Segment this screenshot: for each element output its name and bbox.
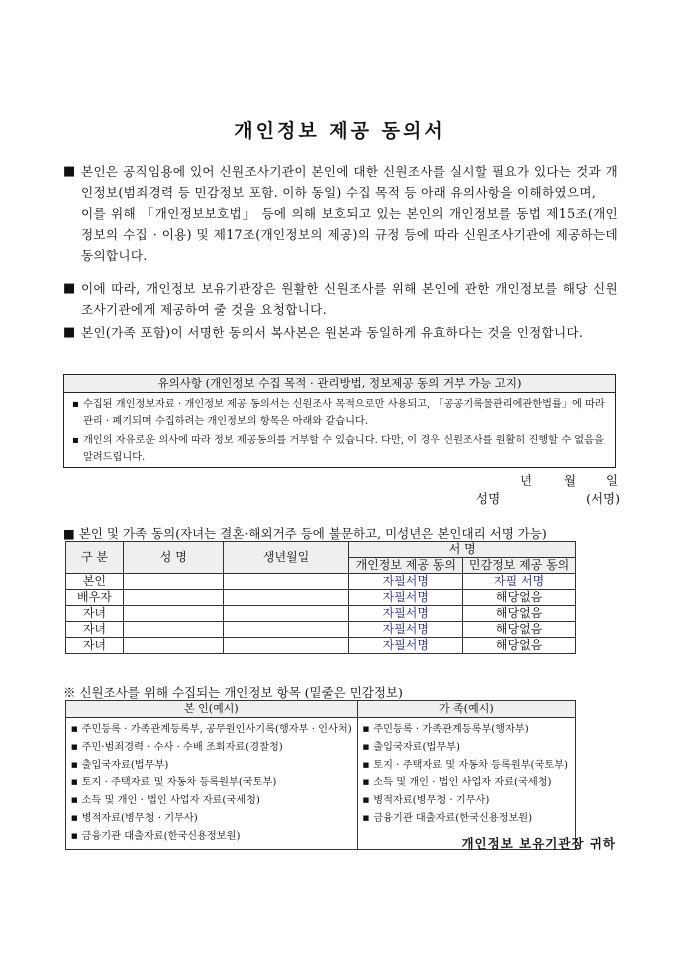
sensitive-consent-value: 해당없음 — [463, 622, 576, 638]
self-items-cell — [66, 718, 358, 850]
notice-item-text: 수집된 개인정보자료 · 개인정보 제공 동의서는 신원조사 목적으로만 사용되고, 「공공기록물관리에관한법률」에 따라 관리 · 폐기되며 수집하려는 개인정보의 항목은 아래와 같습니다. — [83, 399, 605, 427]
notice-list — [64, 393, 615, 466]
date-day-label: 일 — [606, 473, 619, 488]
list-item — [71, 828, 352, 846]
list-item-text: 소득 및 개인 · 법인 사업자 자료(국세청) — [373, 777, 552, 789]
list-item-text: 소득 및 개인 · 법인 사업자 자료(국세청) — [81, 795, 260, 807]
header-name: 성 명 — [123, 542, 223, 574]
sensitive-consent-value: 해당없음 — [463, 638, 576, 654]
sensitive-consent-value: 해당없음 — [463, 590, 576, 606]
date-year-label: 년 — [520, 473, 533, 488]
self-items-list — [67, 719, 356, 848]
list-item-text: 금융기관 대출자료(한국신용정보원) — [81, 830, 241, 842]
notice-item — [72, 432, 607, 466]
table-row — [66, 574, 576, 590]
notice-box — [63, 374, 616, 468]
family-table-title: ■ 본인 및 가족 동의(자녀는 결혼·해외거주 등에 불문하고, 미성년은 본인대리 서명 가능) — [63, 526, 547, 541]
bullet-icon: ■ — [71, 778, 78, 787]
list-item-text: 금융기관 대출자료(한국신용정보원) — [373, 812, 533, 824]
row-category: 본인 — [66, 574, 124, 590]
bullet-icon: ■ — [71, 725, 78, 733]
header-signature-group: 서 명 — [349, 542, 576, 558]
row-category: 배우자 — [66, 590, 124, 606]
bullet-icon: ■ — [362, 796, 370, 805]
sensitive-consent-value: 해당없음 — [463, 606, 576, 622]
signature-name-label: 성명 — [476, 491, 501, 506]
bullet-icon: ■ — [362, 742, 370, 751]
paragraph-2-text: 이에 따라, 개인정보 보유기관장은 원활한 신원조사를 위해 본인에 관한 개인정보를 해당 신원조사기관에게 제공하여 줄 것을 요청합니다. — [81, 281, 618, 317]
signature-suffix: (서명) — [586, 491, 620, 506]
items-section-title: ※ 신원조사를 위해 수집되는 개인정보 항목 (밑줄은 민감정보) — [63, 685, 403, 700]
list-item — [363, 757, 570, 775]
list-item-text: 출입국자료(법무부) — [81, 759, 169, 771]
personal-consent-signature[interactable]: 자필서명 — [349, 574, 463, 590]
bullet-square-icon: ■ — [63, 164, 76, 179]
bullet-icon: ■ — [71, 760, 78, 769]
row-category: 자녀 — [66, 638, 124, 654]
list-item — [71, 792, 352, 810]
list-item — [71, 739, 352, 757]
bullet-icon: ■ — [71, 742, 78, 751]
paragraph-1 — [63, 161, 618, 266]
list-item-text: 토지 · 주택자료 및 자동차 등록원부(국토부) — [373, 759, 568, 771]
paragraph-3-text: 본인(가족 포함)이 서명한 동의서 복사본은 원본과 동일하게 유효하다는 것을 인정합니다. — [81, 325, 584, 340]
name-cell[interactable] — [123, 638, 223, 654]
personal-consent-signature[interactable]: 자필서명 — [349, 622, 463, 638]
list-item — [363, 774, 570, 792]
bullet-icon: ▪ — [72, 435, 79, 446]
notice-item-text: 개인의 자유로운 의사에 따라 정보 제공동의를 거부할 수 있습니다. 다만, 이 경우 신원조사를 원활히 진행할 수 없음을 알려드립니다. — [83, 435, 604, 463]
row-category: 자녀 — [66, 622, 124, 638]
list-item-text: 주민등록 · 가족관계등록부(행자부) — [373, 724, 529, 735]
personal-consent-signature[interactable]: 자필서명 — [349, 590, 463, 606]
table-row — [66, 638, 576, 654]
family-consent-table — [65, 541, 576, 654]
addressee-footer: 개인정보 보유기관장 귀하 — [461, 836, 616, 851]
bullet-icon: ■ — [71, 831, 78, 840]
family-items-cell — [357, 718, 575, 850]
table-row — [66, 590, 576, 606]
list-item — [71, 774, 352, 792]
notice-header: 유의사항 (개인정보 수집 목적 · 관리방법, 정보제공 동의 거부 가능 고지) — [64, 375, 615, 393]
bullet-icon: ▪ — [72, 399, 79, 410]
birth-cell[interactable] — [223, 606, 349, 622]
bullet-icon: ■ — [362, 725, 370, 733]
paragraph-2 — [63, 278, 618, 320]
header-birth: 생년월일 — [223, 542, 349, 574]
list-item — [71, 757, 352, 775]
name-cell[interactable] — [123, 606, 223, 622]
paragraph-1-line-1: 본인은 공직임용에 있어 신원조사기관이 본인에 대한 신원조사를 실시할 필요가 있다는 것과 개인정보(범죄경력 등 민감정보 포함. 이하 동일) 수집 목적 등 아래 유의사항을 이해하였으며, — [81, 164, 618, 200]
bullet-icon: ■ — [362, 760, 370, 769]
birth-cell[interactable] — [223, 590, 349, 606]
name-cell[interactable] — [123, 622, 223, 638]
list-item — [363, 739, 570, 757]
date-month-label: 월 — [564, 473, 577, 488]
bullet-icon: ■ — [71, 796, 78, 805]
list-item-text: 병적자료(병무청 · 기무사) — [81, 812, 198, 824]
birth-cell[interactable] — [223, 574, 349, 590]
page-title: 개인정보 제공 동의서 — [234, 120, 446, 142]
collected-items-table — [65, 700, 576, 850]
personal-consent-signature[interactable]: 자필서명 — [349, 606, 463, 622]
list-item — [71, 810, 352, 828]
personal-consent-signature[interactable]: 자필서명 — [349, 638, 463, 654]
bullet-icon: ■ — [362, 778, 370, 787]
bullet-square-icon: ■ — [63, 281, 76, 296]
birth-cell[interactable] — [223, 622, 349, 638]
bullet-square-icon: ■ — [63, 325, 76, 340]
list-item-text: 주민등록 · 가족관계등록부, 공무원인사기록(행자부 · 인사처) — [81, 724, 352, 735]
paragraph-1-line-2: 이를 위해 「개인정보보호법」 등에 의해 보호되고 있는 본인의 개인정보를 동법 제15조(개인정보의 수집 · 이용) 및 제17조(개인정보의 제공)의 규정 등에 따라 신원조사기관에 제공하는데 동의합니다. — [81, 206, 618, 263]
family-items-header: 가 족(예시) — [357, 701, 575, 718]
family-items-list — [359, 719, 574, 830]
list-item — [363, 810, 570, 828]
header-personal-consent: 개인정보 제공 동의 — [349, 558, 463, 574]
paragraph-3 — [63, 322, 618, 343]
row-category: 자녀 — [66, 606, 124, 622]
name-cell[interactable] — [123, 590, 223, 606]
list-item-text: 출입국자료(법무부) — [373, 741, 460, 753]
table-row — [66, 606, 576, 622]
list-item-text: 토지 · 주택자료 및 자동차 등록원부(국토부) — [81, 777, 277, 789]
sensitive-consent-signature[interactable]: 자필 서명 — [463, 574, 576, 590]
table-row — [66, 622, 576, 638]
name-cell[interactable] — [123, 574, 223, 590]
bullet-icon: ■ — [71, 813, 78, 822]
list-item — [363, 792, 570, 810]
bullet-icon: ■ — [362, 813, 370, 822]
list-item-text: 주민·범죄경력 · 수사 · 수배 조회자료(경찰청) — [81, 741, 283, 753]
list-item — [71, 721, 352, 739]
birth-cell[interactable] — [223, 638, 349, 654]
notice-item — [72, 396, 607, 430]
self-items-header: 본 인(예시) — [66, 701, 358, 718]
header-sensitive-consent: 민감정보 제공 동의 — [463, 558, 576, 574]
header-category: 구 분 — [66, 542, 124, 574]
list-item — [363, 721, 570, 739]
list-item-text: 병적자료(병무청 · 기무사) — [373, 795, 490, 807]
